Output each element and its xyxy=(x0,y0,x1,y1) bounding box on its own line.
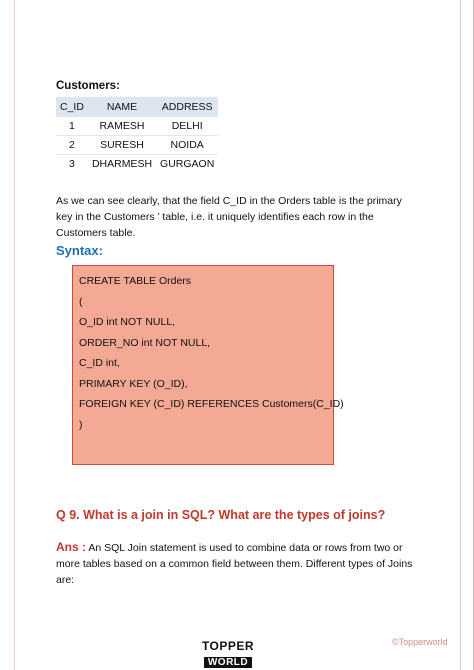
table-cell: DHARMESH xyxy=(88,155,156,174)
table-cell: SURESH xyxy=(88,136,156,155)
code-line: CREATE TABLE Orders xyxy=(79,275,192,287)
column-header: ADDRESS xyxy=(156,97,218,117)
table-cell: DELHI xyxy=(171,120,203,132)
table-cell: 3 xyxy=(56,155,88,174)
copyright-text: ©Topperworld xyxy=(392,637,448,647)
table-row xyxy=(56,155,218,174)
table-cell: GURGAON xyxy=(156,155,218,174)
explanation-paragraph: As we can see clearly, that the field C_ID in the Orders table is the primary key in the Customers ’ table, i.e. it uniquely identifies each row in the Customers table. xyxy=(56,195,402,239)
answer-label: Ans : xyxy=(56,540,86,554)
code-block xyxy=(72,265,344,465)
page-border-left xyxy=(14,0,15,670)
logo-text-bottom: WORLD xyxy=(204,657,252,668)
code-line: PRIMARY KEY (O_ID), xyxy=(79,377,188,390)
code-line: O_ID int NOT NULL, xyxy=(79,316,176,328)
column-header: C_ID xyxy=(56,97,88,117)
column-header: NAME xyxy=(88,97,156,117)
answer-paragraph xyxy=(56,539,426,588)
table-cell: 1 xyxy=(69,120,75,132)
table-cell: RAMESH xyxy=(99,120,145,132)
customers-table xyxy=(56,97,218,173)
logo-text-top: TOPPER xyxy=(201,639,255,653)
code-line: ( xyxy=(79,295,83,308)
table-cell: NOIDA xyxy=(156,136,218,155)
code-line: FOREIGN KEY (C_ID) REFERENCES Customers(C_ID) xyxy=(79,398,344,410)
customers-label: Customers: xyxy=(56,80,120,92)
topperworld-logo xyxy=(198,640,258,666)
table-row xyxy=(56,136,218,155)
table-cell: 2 xyxy=(56,136,88,155)
syntax-heading: Syntax: xyxy=(56,243,103,258)
code-line: C_ID int, xyxy=(79,357,120,369)
answer-text: An SQL Join statement is used to combine data or rows from two or more tables based on a common field between them. Different types of Joins are: xyxy=(56,542,413,586)
page-border-right xyxy=(460,0,461,670)
table-row xyxy=(56,117,218,136)
table-header-row xyxy=(56,97,218,117)
code-line: ORDER_NO int NOT NULL, xyxy=(79,336,211,349)
code-line: ) xyxy=(79,418,83,431)
question-heading: Q 9. What is a join in SQL? What are the types of joins? xyxy=(56,508,386,522)
